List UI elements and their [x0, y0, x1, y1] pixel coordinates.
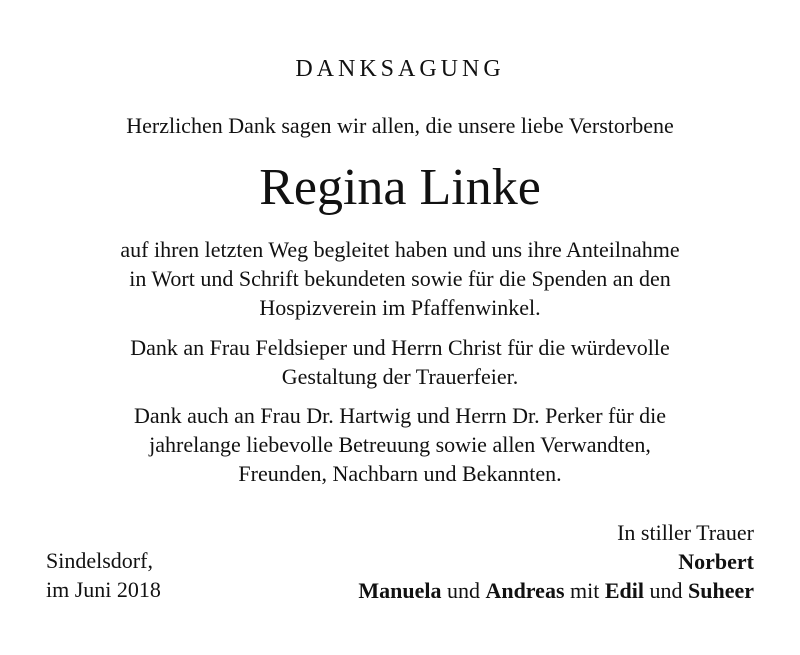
mourner-norbert: Norbert [678, 549, 754, 574]
notice-heading: DANKSAGUNG [295, 56, 505, 82]
mourners-line [358, 576, 754, 605]
paragraph-line: Gestaltung der Trauerfeier. [281, 364, 519, 389]
paragraph-line: Hospizverein im Pfaffenwinkel. [259, 295, 541, 320]
paragraph-line: Dank an Frau Feldsieper und Herrn Christ für die würdevolle [130, 335, 670, 360]
place-date [46, 546, 161, 604]
place-date-line: im Juni 2018 [46, 577, 161, 602]
paragraph-line: Freunden, Nachbarn und Bekannten. [238, 461, 562, 486]
place-town: Sindelsdorf, [46, 548, 153, 573]
deceased-name: Regina Linke [259, 159, 541, 216]
conjunction: und [441, 578, 486, 603]
mourner-name: Suheer [688, 578, 754, 603]
conjunction: mit [564, 578, 605, 603]
paragraph-thanks-care [46, 401, 754, 488]
paragraph-line: in Wort und Schrift bekundeten sowie für die Spenden an den [129, 266, 671, 291]
mourners-signature [358, 518, 754, 605]
mourner-name: Edil [604, 578, 644, 603]
paragraph-line: auf ihren letzten Weg begleitet haben und uns ihre Anteilnahme [120, 237, 680, 262]
intro-text: Herzlichen Dank sagen wir allen, die unsere liebe Verstorbene [126, 113, 674, 138]
closing-phrase: In stiller Trauer [617, 520, 754, 545]
mourner-name: Manuela [358, 578, 442, 603]
paragraph-line: Dank auch an Frau Dr. Hartwig und Herrn Dr. Perker für die [133, 403, 667, 428]
paragraph-thanks-funeral [46, 235, 754, 322]
conjunction: und [644, 578, 688, 603]
paragraph-line: jahrelange liebevolle Betreuung sowie allen Verwandten, [149, 432, 651, 457]
paragraph-thanks-ceremony [46, 333, 754, 391]
mourner-name: Andreas [485, 578, 565, 603]
